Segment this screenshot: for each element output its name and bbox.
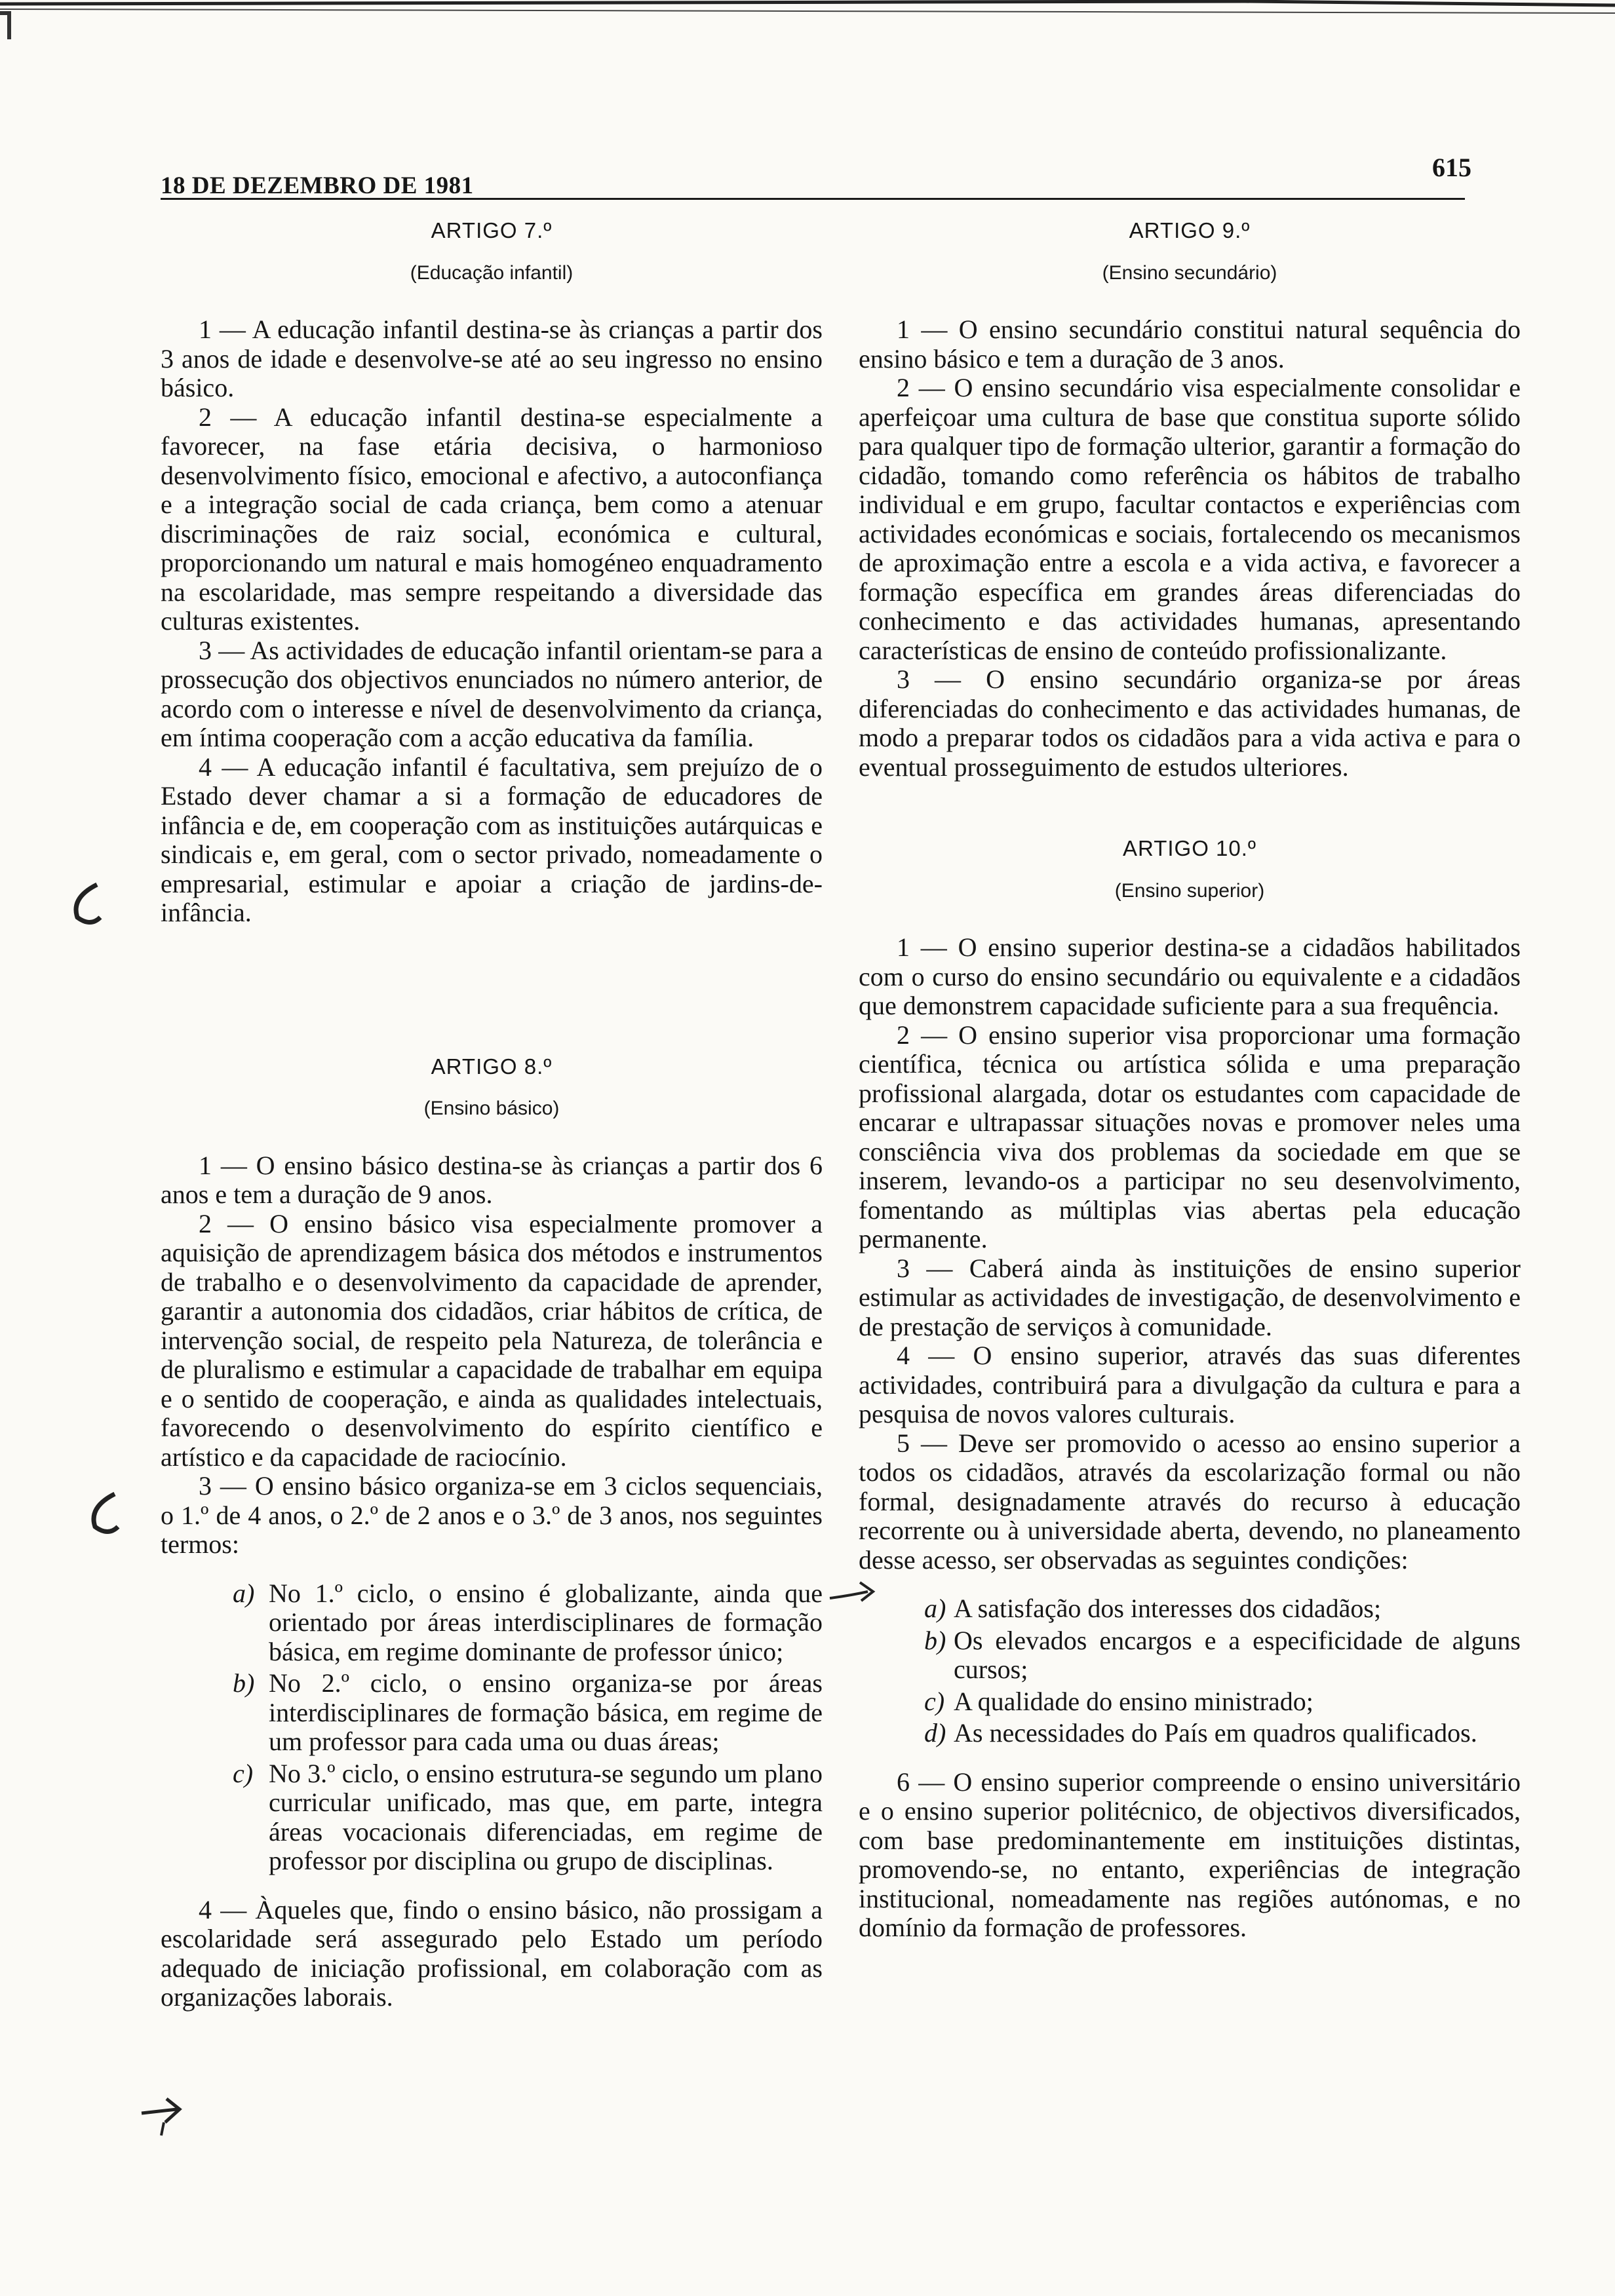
handwritten-arrow-icon — [138, 2094, 190, 2139]
article-7-paragraph-4: 4 — A educação infantil é facultativa, sem prejuízo de o Estado dever chamar a si a formação de educadores de infância e de, em cooperação com as instituições autárquicas e sindicais e, em geral, com o sector privado, nomeadamente o empresarial, estimular e apoiar a criação de jardins-de-infância. — [161, 752, 823, 927]
article-10-title: ARTIGO 10.º — [1122, 836, 1256, 860]
list-item-label: a) — [233, 1578, 255, 1608]
article-8-paragraph-2: 2 — O ensino básico visa especialmente promover a aquisição de aprendizagem básica dos métodos e instrumentos de trabalho e o desenvolvimento da capacidade de aprender, garantir a autonomia dos cidadãos, criar hábitos de crítica, de intervenção social, de respeito pela Natureza, de tolerância e de pluralismo e estimular a capacidade de trabalhar em equipa e o sentido de cooperação, e ainda as qualidades intelectuais, favorecendo o desenvolvimento do espírito científico e artístico e da capacidade de raciocínio. — [161, 1208, 823, 1472]
handwritten-arrow-icon — [827, 1576, 880, 1609]
article-8-list — [161, 1579, 823, 1876]
article-7-paragraph-2: 2 — A educação infantil destina-se especialmente a favorecer, na fase etária decisiva, o harmonioso desenvolvimento físico, emocional e afectivo, a autoconfiança e a integração social de cada criança, bem como a atenuar discriminações de raiz social, económica e cultural, proporcionando um natural e mais homogéneo enquadramento na escolaridade, mas sempre respeitando a diversidade das culturas existentes. — [161, 402, 823, 636]
article-9 — [859, 216, 1521, 782]
article-8 — [161, 1052, 823, 2012]
article-8-paragraph-4: 4 — Àqueles que, findo o ensino básico, não prossigam a escolaridade será assegurado pelo Estado um período adequado de iniciação profissional, em colaboração com as organizações laborais. — [161, 1894, 823, 2012]
article-9-paragraph-1: 1 — O ensino secundário constitui natural sequência do ensino básico e tem a duração de 3 anos. — [859, 315, 1521, 373]
list-item-text: No 1.º ciclo, o ensino é globalizante, ainda que orientado por áreas interdisciplinares de formação básica, em regime dominante de professor único; — [269, 1578, 823, 1666]
list-item — [859, 1594, 1521, 1624]
article-7-subtitle: (Educação infantil) — [410, 261, 574, 284]
article-9-paragraph-3: 3 — O ensino secundário organiza-se por áreas diferenciadas do conhecimento e das actividades humanas, de modo a preparar todos os cidadãos para a vida activa e para o eventual prosseguimento de estudos ulteriores. — [859, 664, 1521, 782]
article-10-paragraph-6: 6 — O ensino superior compreende o ensino universitário e o ensino superior politécnico, de objectivos diversificados, com base predominantemente em instituições distintas, promovendo-se, no entanto, experiências de integração institucional, nomeadamente nas regiões autónomas, e no domínio da formação de professores. — [859, 1767, 1521, 1942]
list-item-label: a) — [924, 1594, 946, 1623]
running-head-date: 18 DE DEZEMBRO DE 1981 — [161, 172, 474, 199]
article-10 — [859, 834, 1521, 1943]
list-item — [161, 1669, 823, 1757]
list-item-text: A qualidade do ensino ministrado; — [954, 1686, 1313, 1716]
article-9-subtitle: (Ensino secundário) — [1102, 261, 1277, 284]
list-item-label: b) — [924, 1625, 946, 1655]
article-10-paragraph-1: 1 — O ensino superior destina-se a cidadãos habilitados com o curso do ensino secundário ou equivalente e a cidadãos que demonstrem capacidade suficiente para a sua frequência. — [859, 932, 1521, 1020]
article-10-paragraph-3: 3 — Caberá ainda às instituições de ensino superior estimular as actividades de investigação, de desenvolvimento e de prestação de serviços à comunidade. — [859, 1253, 1521, 1341]
article-10-subtitle: (Ensino superior) — [1114, 879, 1265, 902]
list-item — [161, 1579, 823, 1667]
article-7-title: ARTIGO 7.º — [431, 218, 553, 242]
list-item-label: d) — [924, 1718, 946, 1748]
article-7-paragraph-3: 3 — As actividades de educação infantil orientam-se para a prossecução dos objectivos enunciados no número anterior, de acordo com o interesse e nível de desenvolvimento da criança, em íntima cooperação com a acção educativa da família. — [161, 635, 823, 752]
article-8-paragraph-1: 1 — O ensino básico destina-se às crianças a partir dos 6 anos e tem a duração de 9 anos. — [161, 1150, 823, 1209]
list-item-label: c) — [924, 1686, 945, 1716]
list-item-label: c) — [233, 1758, 254, 1788]
list-item — [859, 1719, 1521, 1748]
article-8-title: ARTIGO 8.º — [431, 1054, 553, 1079]
list-item-text: As necessidades do País em quadros qualificados. — [954, 1718, 1477, 1748]
list-item-text: Os elevados encargos e a especificidade de alguns cursos; — [954, 1625, 1521, 1684]
list-item-text: A satisfação dos interesses dos cidadãos; — [954, 1594, 1382, 1623]
list-item — [161, 1759, 823, 1876]
article-spacer — [859, 782, 1521, 834]
article-10-list — [859, 1594, 1521, 1748]
article-10-paragraph-2: 2 — O ensino superior visa proporcionar uma formação científica, técnica ou artística sólida e uma preparação profissional alargada, dotar os estudantes com capacidade de encarar e ultrapassar situações novas e promover neles uma consciência viva dos problemas da sociedade em que se inserem, levando-os a participar no seu desenvolvimento, fomentando as múltiplas vias abertas pela educação permanente. — [859, 1020, 1521, 1253]
article-spacer — [161, 928, 823, 1052]
margin-hole-punch-icon — [64, 878, 110, 930]
left-column — [161, 216, 823, 2012]
article-9-paragraph-2: 2 — O ensino secundário visa especialmente consolidar e aperfeiçoar uma cultura de base que constitua suporte sólido para qualquer tipo de formação ulterior, garantir a formação do cidadão, tomando como referência os hábitos de trabalho individual e em grupo, facultar contactos e experiências com actividades económicas e sociais, fortalecendo os mecanismos de aproximação entre a escola e a vida activa, e favorecer a formação específica em grandes áreas diferenciadas do conhecimento e das actividades humanas, apresentando características de ensino de conteúdo profissionalizante. — [859, 373, 1521, 665]
header-rule — [161, 198, 1465, 200]
article-8-paragraph-3: 3 — O ensino básico organiza-se em 3 ciclos sequenciais, o 1.º de 4 anos, o 2.º de 2 anos e o 3.º de 3 anos, nos seguintes termos: — [161, 1471, 823, 1559]
right-column — [859, 216, 1521, 1943]
scan-edge-lines — [0, 0, 1615, 39]
list-item-text: No 2.º ciclo, o ensino organiza-se por áreas interdisciplinares de formação básica, em regime de um professor para cada uma ou duas áreas; — [269, 1668, 823, 1756]
page-number: 615 — [1432, 153, 1471, 182]
article-7-paragraph-1: 1 — A educação infantil destina-se às crianças a partir dos 3 anos de idade e desenvolve-se até ao seu ingresso no ensino básico. — [161, 315, 823, 402]
margin-hole-punch-icon — [82, 1487, 128, 1540]
article-9-title: ARTIGO 9.º — [1129, 218, 1251, 242]
list-item-text: No 3.º ciclo, o ensino estrutura-se segundo um plano curricular unificado, mas que, em parte, integra áreas vocacionais diferenciadas, em regime de professor por disciplina ou grupo de disciplinas. — [269, 1758, 823, 1875]
list-item-label: b) — [233, 1668, 255, 1698]
article-7 — [161, 216, 823, 928]
article-8-subtitle: (Ensino básico) — [423, 1098, 560, 1119]
article-10-paragraph-5: 5 — Deve ser promovido o acesso ao ensino superior a todos os cidadãos, através da escolarização formal ou não formal, designadamente através do recurso à educação recorrente ou à universidade aberta, devendo, no planeamento desse acesso, ser observadas as seguintes condições: — [859, 1428, 1521, 1575]
list-item — [859, 1687, 1521, 1717]
article-10-paragraph-4: 4 — O ensino superior, através das suas diferentes actividades, contribuirá para a divulgação da cultura e para a pesquisa de novos valores culturais. — [859, 1341, 1521, 1428]
list-item — [859, 1626, 1521, 1685]
